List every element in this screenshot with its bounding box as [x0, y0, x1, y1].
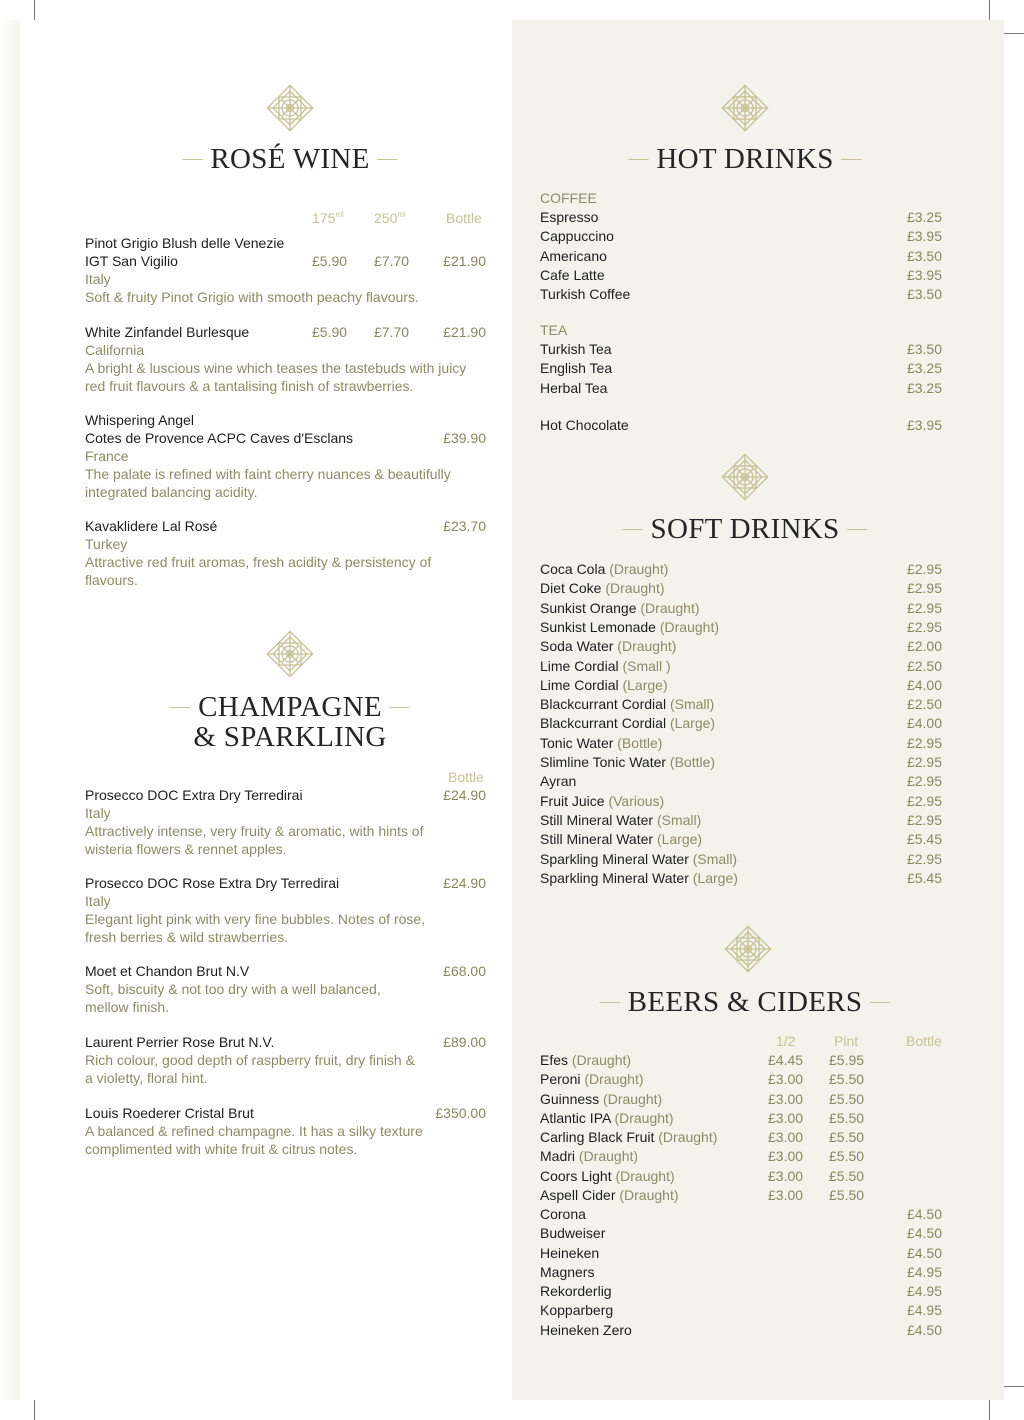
item-name: Sparkling Mineral Water (Large): [540, 869, 738, 886]
col-bottle: Bottle: [446, 210, 482, 226]
item-qualifier: (Draught): [611, 1167, 675, 1184]
item-qualifier: (Bottle): [666, 754, 716, 770]
item-name: Tonic Water (Bottle): [540, 734, 663, 751]
item-price: £2.95: [906, 850, 942, 867]
item-name: Madri (Draught): [540, 1148, 639, 1165]
item-name: Aspell Cider (Draught): [540, 1186, 679, 1203]
menu-item: [540, 416, 942, 435]
item-qualifier: (Draught): [599, 1090, 663, 1107]
item-name: Coors Light (Draught): [540, 1167, 675, 1184]
menu-item: [540, 1321, 942, 1340]
item-name: Fruit Juice (Various): [540, 792, 665, 809]
item-qualifier: (Bottle): [613, 734, 663, 751]
item-qualifier: (Small ): [618, 657, 671, 674]
menu-item: [540, 1090, 942, 1109]
menu-item: [540, 657, 942, 676]
wine-description: Rich colour, good depth of raspberry fruit, dry finish & a violetty, floral hint.: [85, 1052, 415, 1086]
wine-origin: France: [85, 448, 129, 464]
wine-name: Pinot Grigio Blush delle Venezie: [85, 235, 285, 251]
item-name: Cappuccino: [540, 228, 614, 245]
item-qualifier: (Draught): [605, 561, 669, 577]
price-half: £3.00: [768, 1148, 804, 1165]
wine-origin: Italy: [85, 805, 111, 821]
price-bottle: £24.90: [443, 875, 486, 891]
item-qualifier: (Draught): [575, 1148, 639, 1165]
champagne-title-line2: & SPARKLING: [193, 721, 387, 753]
price-bottle: £23.70: [443, 518, 486, 534]
price-250: £7.70: [374, 253, 410, 269]
price-half: £3.00: [768, 1090, 804, 1107]
item-qualifier: (Large): [666, 715, 716, 732]
item-name: Soda Water (Draught): [540, 638, 677, 655]
item-name: Atlantic IPA (Draught): [540, 1109, 674, 1126]
item-name: Heineken: [540, 1244, 600, 1261]
item-price: £2.95: [906, 561, 942, 577]
menu-item: [540, 811, 942, 830]
item-price: £2.95: [906, 773, 942, 790]
item-price: £4.00: [906, 676, 942, 693]
price-bottle: £24.90: [443, 787, 486, 803]
crop-mark: [1002, 1386, 1024, 1387]
wine-origin: Italy: [85, 271, 111, 287]
item-qualifier: (Draught): [654, 1129, 718, 1145]
item-name: Lime Cordial (Small ): [540, 657, 671, 674]
menu-item: [540, 208, 942, 227]
wine-name: Kavaklidere Lal Rosé: [85, 518, 218, 534]
price-250: £7.70: [374, 324, 410, 340]
ornamental-diamond-icon: [717, 449, 773, 505]
price-bottle: £4.50: [906, 1225, 942, 1242]
menu-item: [540, 1282, 942, 1301]
ornamental-diamond-icon: [717, 80, 773, 136]
price-bottle: £4.95: [906, 1283, 942, 1299]
menu-item: [540, 714, 942, 733]
item-name: Sunkist Lemonade (Draught): [540, 618, 719, 635]
item-price: £3.25: [906, 209, 942, 225]
wine-name-line2: Cotes de Provence ACPC Caves d'Esclans: [85, 430, 354, 446]
item-price: £2.00: [906, 638, 942, 655]
item-qualifier: (Draught): [568, 1052, 632, 1068]
item-name: Efes (Draught): [540, 1052, 632, 1068]
price-pint: £5.50: [829, 1167, 865, 1184]
item-name: Still Mineral Water (Small): [540, 811, 702, 828]
item-name: Cafe Latte: [540, 266, 605, 283]
menu-item: [540, 830, 942, 849]
item-name: Still Mineral Water (Large): [540, 831, 703, 848]
item-name: Sparkling Mineral Water (Small): [540, 850, 738, 867]
item-price: £2.50: [906, 657, 942, 674]
wine-name: Whispering Angel: [85, 412, 194, 428]
wine-description: Soft, biscuity & not too dry with a well balanced, mellow finish.: [85, 981, 381, 1015]
menu-item: [540, 850, 942, 869]
price-pint: £5.50: [829, 1090, 865, 1107]
item-price: £3.50: [906, 286, 942, 303]
item-price: £2.95: [906, 734, 942, 751]
item-qualifier: (Draught): [615, 1186, 679, 1203]
wine-description: Attractively intense, very fruity & aromatic, with hints of wisteria flowers & rennet apples.: [85, 823, 424, 857]
price-bottle: £21.90: [443, 253, 486, 269]
col-half: 1/2: [776, 1033, 796, 1049]
item-qualifier: (Draught): [580, 1071, 644, 1088]
menu-item: [540, 1070, 942, 1089]
item-price: £2.50: [906, 696, 942, 713]
menu-item: [540, 1301, 942, 1320]
item-name: Peroni (Draught): [540, 1071, 644, 1088]
price-half: £3.00: [768, 1129, 804, 1145]
item-name: Turkish Coffee: [540, 286, 631, 303]
menu-item: [540, 792, 942, 811]
price-bottle: £4.95: [906, 1302, 942, 1319]
menu-item: [540, 676, 942, 695]
price-half: £3.00: [768, 1167, 804, 1184]
menu-item: [540, 869, 942, 888]
item-name: Americano: [540, 247, 607, 264]
crop-mark: [989, 0, 990, 22]
price-half: £4.45: [768, 1052, 804, 1068]
wine-description: Elegant light pink with very fine bubbles. Notes of rose, fresh berries & wild strawberries.: [85, 911, 426, 945]
item-price: £3.50: [906, 341, 942, 357]
item-qualifier: (Small): [666, 696, 715, 713]
col-pint: Pint: [834, 1033, 859, 1049]
wine-name: Laurent Perrier Rose Brut N.V.: [85, 1034, 275, 1050]
wine-origin: California: [85, 342, 145, 358]
wine-name: Louis Roederer Cristal Brut: [85, 1105, 254, 1121]
wine-name: Moet et Chandon Brut N.V: [85, 963, 250, 979]
menu-item: [540, 285, 942, 304]
menu-item: [540, 1051, 942, 1070]
price-bottle: £4.95: [906, 1263, 942, 1280]
menu-item: [540, 734, 942, 753]
wine-name: Prosecco DOC Rose Extra Dry Terredirai: [85, 875, 340, 891]
item-name: Slimline Tonic Water (Bottle): [540, 754, 716, 770]
wine-name-line2: IGT San Vigilio: [85, 253, 178, 269]
menu-item: [540, 772, 942, 791]
ornamental-diamond-icon: [262, 626, 318, 682]
menu-item: [540, 1224, 942, 1243]
menu-item: [540, 695, 942, 714]
price-bottle: £4.50: [906, 1206, 942, 1222]
menu-item: [540, 266, 942, 285]
wine-description: A bright & luscious wine which teases the tastebuds with juicy red fruit flavours & a tantalising finish of strawberries.: [85, 360, 467, 394]
wine-description: Soft & fruity Pinot Grigio with smooth peachy flavours.: [85, 289, 419, 305]
menu-item: [540, 1244, 942, 1263]
price-pint: £5.50: [829, 1148, 865, 1165]
item-name: Espresso: [540, 209, 599, 225]
item-name: Heineken Zero: [540, 1321, 632, 1338]
wine-name: Prosecco DOC Extra Dry Terredirai: [85, 787, 303, 803]
item-name: Hot Chocolate: [540, 417, 629, 433]
price-bottle: £21.90: [443, 324, 486, 340]
page-edge: [0, 20, 20, 1400]
item-name: English Tea: [540, 360, 613, 377]
item-qualifier: (Draught): [601, 580, 665, 597]
price-half: £3.00: [768, 1071, 804, 1088]
item-price: £2.95: [906, 811, 942, 828]
price-pint: £5.50: [829, 1129, 865, 1145]
item-name: Herbal Tea: [540, 379, 608, 396]
menu-item: [540, 1263, 942, 1282]
item-price: £2.95: [906, 618, 942, 635]
menu-item: [540, 560, 942, 579]
hot-drinks-title: — HOT DRINKS —: [628, 143, 862, 175]
menu-item: [540, 227, 942, 246]
item-name: Lime Cordial (Large): [540, 676, 668, 693]
wine-description: The palate is refined with faint cherry nuances & beautifully integrated balancing acidity.: [85, 466, 451, 500]
wine-origin: Turkey: [85, 536, 128, 552]
ornamental-diamond-icon: [262, 80, 318, 136]
wine-origin: Italy: [85, 893, 111, 909]
price-pint: £5.50: [829, 1186, 865, 1203]
item-name: Budweiser: [540, 1225, 606, 1242]
item-price: £5.45: [906, 831, 942, 848]
item-qualifier: (Draught): [610, 1109, 674, 1126]
item-price: £3.50: [906, 247, 942, 264]
item-qualifier: (Various): [604, 792, 665, 809]
item-name: Diet Coke (Draught): [540, 580, 665, 597]
item-price: £3.25: [906, 379, 942, 396]
price-pint: £5.50: [829, 1071, 865, 1088]
item-name: Carling Black Fruit (Draught): [540, 1129, 718, 1145]
menu-item: [540, 637, 942, 656]
menu-item: [540, 753, 942, 772]
item-qualifier: (Small): [688, 850, 738, 867]
tea-label: TEA: [540, 322, 568, 338]
price-pint: £5.50: [829, 1109, 865, 1126]
menu-item: [540, 1147, 942, 1166]
menu-item: [540, 618, 942, 637]
item-qualifier: (Large): [653, 831, 703, 848]
item-qualifier: (Draught): [636, 599, 700, 616]
price-pint: £5.95: [829, 1052, 865, 1068]
price-bottle: £68.00: [443, 963, 486, 979]
menu-item: [540, 1167, 942, 1186]
price-175: £5.90: [312, 324, 348, 340]
menu-item: [540, 1109, 942, 1128]
price-bottle: £4.50: [906, 1244, 942, 1261]
item-price: £3.95: [906, 417, 942, 433]
item-qualifier: (Small): [653, 811, 702, 828]
item-name: Guinness (Draught): [540, 1090, 663, 1107]
item-name: Ayran: [540, 773, 577, 790]
coffee-label: COFFEE: [540, 190, 597, 206]
menu-item: [540, 579, 942, 598]
menu-item: [540, 599, 942, 618]
item-name: Rekorderlig: [540, 1283, 612, 1299]
item-qualifier: (Large): [688, 869, 738, 886]
item-name: Corona: [540, 1206, 586, 1222]
menu-item: [540, 1128, 942, 1147]
ornamental-diamond-icon: [720, 921, 776, 977]
item-price: £2.95: [906, 580, 942, 597]
crop-mark: [989, 1398, 990, 1420]
item-name: Sunkist Orange (Draught): [540, 599, 700, 616]
price-bottle: £39.90: [443, 430, 486, 446]
item-price: £2.95: [906, 599, 942, 616]
beers-ciders-title: — BEERS & CIDERS —: [599, 986, 891, 1018]
price-bottle: £89.00: [443, 1034, 486, 1050]
champagne-title: — CHAMPAGNE —: [170, 691, 410, 723]
item-qualifier: (Large): [618, 676, 668, 693]
item-price: £2.95: [906, 792, 942, 809]
price-half: £3.00: [768, 1186, 804, 1203]
menu-item: [540, 340, 942, 359]
price-bottle: £350.00: [435, 1105, 486, 1121]
item-name: Blackcurrant Cordial (Large): [540, 715, 716, 732]
wine-name: White Zinfandel Burlesque: [85, 324, 250, 340]
soft-drinks-title: — SOFT DRINKS —: [622, 513, 868, 545]
item-qualifier: (Draught): [655, 618, 719, 635]
item-price: £4.00: [906, 715, 942, 732]
price-half: £3.00: [768, 1109, 804, 1126]
item-name: Kopparberg: [540, 1302, 614, 1319]
col-250ml: $250^{ml}$: [374, 210, 406, 226]
menu-item: [540, 1186, 942, 1205]
crop-mark: [1002, 33, 1024, 34]
item-name: Blackcurrant Cordial (Small): [540, 696, 715, 713]
crop-mark: [34, 0, 35, 22]
menu-item: [540, 247, 942, 266]
price-175: £5.90: [312, 253, 348, 269]
rose-wine-title: — ROSÉ WINE —: [182, 143, 398, 175]
item-name: Turkish Tea: [540, 341, 612, 357]
price-bottle: £4.50: [906, 1321, 942, 1338]
col-175ml: $175^{ml}$: [312, 210, 344, 226]
menu-item: [540, 379, 942, 398]
col-bottle: Bottle: [448, 769, 484, 785]
item-name: Magners: [540, 1263, 595, 1280]
item-price: £2.95: [906, 754, 942, 770]
menu-item: [540, 359, 942, 378]
wine-description: Attractive red fruit aromas, fresh acidity & persistency of flavours.: [85, 554, 432, 588]
col-bottle: Bottle: [906, 1033, 942, 1049]
item-price: £3.95: [906, 266, 942, 283]
item-qualifier: (Draught): [613, 638, 677, 655]
item-name: Coca Cola (Draught): [540, 561, 669, 577]
item-price: £3.25: [906, 360, 942, 377]
item-price: £3.95: [906, 228, 942, 245]
crop-mark: [34, 1398, 35, 1420]
menu-item: [540, 1205, 942, 1224]
wine-description: A balanced & refined champagne. It has a silky texture complimented with white fruit & citrus notes.: [85, 1123, 423, 1157]
item-price: £5.45: [906, 869, 942, 886]
